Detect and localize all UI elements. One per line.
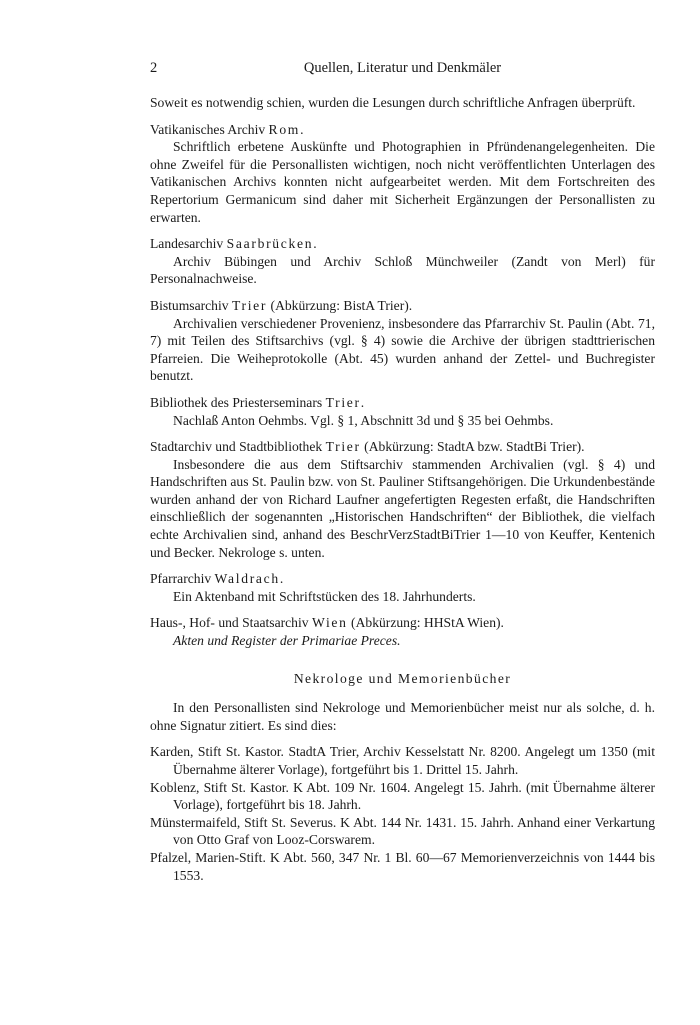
necrology-intro: In den Personallisten sind Nekrologe und Memorienbücher meist nur als solche, d. h. ohne Signatur zitiert. Es sind dies: (150, 700, 655, 733)
list-item: Karden, Stift St. Kastor. StadtA Trier, Archiv Kesselstatt Nr. 8200. Angelegt um 1350 (mit Übernahme älterer Vorlage), fortgeführt bis 1. Drittel 15. Jahrh. (150, 744, 655, 777)
section-heading: Nekrologe und Memorienbücher (293, 670, 512, 686)
list-item: Koblenz, Stift St. Kastor. K Abt. 109 Nr. 1604. Angelegt 15. Jahrh. (mit Übernahme älterer Vorlage), fortgeführt bis 18. Jahrh. (150, 779, 655, 813)
archive-entry-priesterseminar (150, 394, 655, 429)
archive-description: Nachlaß Anton Oehmbs. Vgl. § 1, Abschnitt 3d und § 35 bei Oehmbs. (173, 412, 554, 428)
archive-entry-saarbruecken (150, 235, 655, 288)
archive-entry-rom (150, 121, 655, 227)
archive-entry-stadta-trier (150, 438, 655, 561)
archive-title: Haus-, Hof- und Staatsarchiv Wien (Abkürzung: HHStA Wien). (150, 615, 504, 631)
archive-description: Archivalien verschiedener Provenienz, insbesondere das Pfarrarchiv St. Paulin (Abt. 71, 7) mit Teilen des Stiftsarchivs (vgl. § 4) sowie die Archive der übrigen stadttrierischen Pfarreien. Die Weiheprotokolle (Abt. 45) wurden anhand der Zettel- und Buchregister benutzt. (150, 315, 655, 384)
page-body (150, 94, 655, 884)
running-title: Quellen, Literatur und Denkmäler (303, 60, 502, 76)
list-item: Pfalzel, Marien-Stift. K Abt. 560, 347 Nr. 1 Bl. 60—67 Memorienverzeichnis von 1444 bis 1553. (150, 849, 655, 883)
archive-entry-waldrach (150, 570, 655, 605)
archive-description: Insbesondere die aus dem Stiftsarchiv stammenden Archivalien (vgl. § 4) und Handschriften aus St. Paulin bzw. von St. Pauliner Stiftsangehörigen. Die Urkundenbestände wurden anhand der von Richard Laufner angefertigten Regesten erfaßt, die Handschriften einschließlich der sogenannten „Historischen Handschriften“ der Bibliothek, die vielfach echte Archivalien sind, anhand des BeschrVerzStadtBiTrier 1—10 von Keuffer, Kentenich und Becker. Nekrologe s. unten. (150, 456, 656, 560)
archive-title: Stadtarchiv und Stadtbibliothek Trier (Abkürzung: StadtA bzw. StadtBi Trier). (150, 439, 585, 455)
archive-description: Ein Aktenband mit Schriftstücken des 18. Jahrhunderts. (173, 588, 476, 604)
archive-description: Akten und Register der Primariae Preces. (173, 633, 401, 649)
intro-paragraph: Soweit es notwendig schien, wurden die Lesungen durch schriftliche Anfragen überprüft. (150, 95, 636, 110)
archive-description: Schriftlich erbetene Auskünfte und Photographien in Pfründenangelegenheiten. Die ohne Zweifel für die Personallisten wichtigen, noch nicht veröffentlichten Unterlagen des Vatikanischen Archivs konnten nicht aufgearbeitet werden. Mit dem Fortschreiten des Repertorium Germanicum sind daher mit Sicherheit Ergänzungen der Personallisten zu erwarten. (150, 139, 655, 225)
archive-title: Bistumsarchiv Trier (Abkürzung: BistA Trier). (150, 297, 413, 313)
archive-title: Bibliothek des Priesterseminars Trier. (150, 394, 365, 410)
archive-title: Landesarchiv Saarbrücken. (150, 236, 317, 252)
archive-entry-bista-trier (150, 297, 655, 385)
archive-title: Vatikanisches Archiv Rom. (150, 121, 304, 137)
archive-title: Pfarrarchiv Waldrach. (150, 571, 284, 587)
running-header (150, 58, 655, 78)
necrology-list (150, 743, 655, 884)
page-number: 2 (150, 60, 158, 76)
archive-entry-wien (150, 614, 655, 649)
archive-description: Archiv Bübingen und Archiv Schloß Münchweiler (Zandt von Merl) für Personalnachweise. (150, 253, 655, 287)
list-item: Münstermaifeld, Stift St. Severus. K Abt. 144 Nr. 1431. 15. Jahrh. Anhand einer Verkartung von Otto Graf von Looz-Corswarem. (150, 814, 655, 848)
